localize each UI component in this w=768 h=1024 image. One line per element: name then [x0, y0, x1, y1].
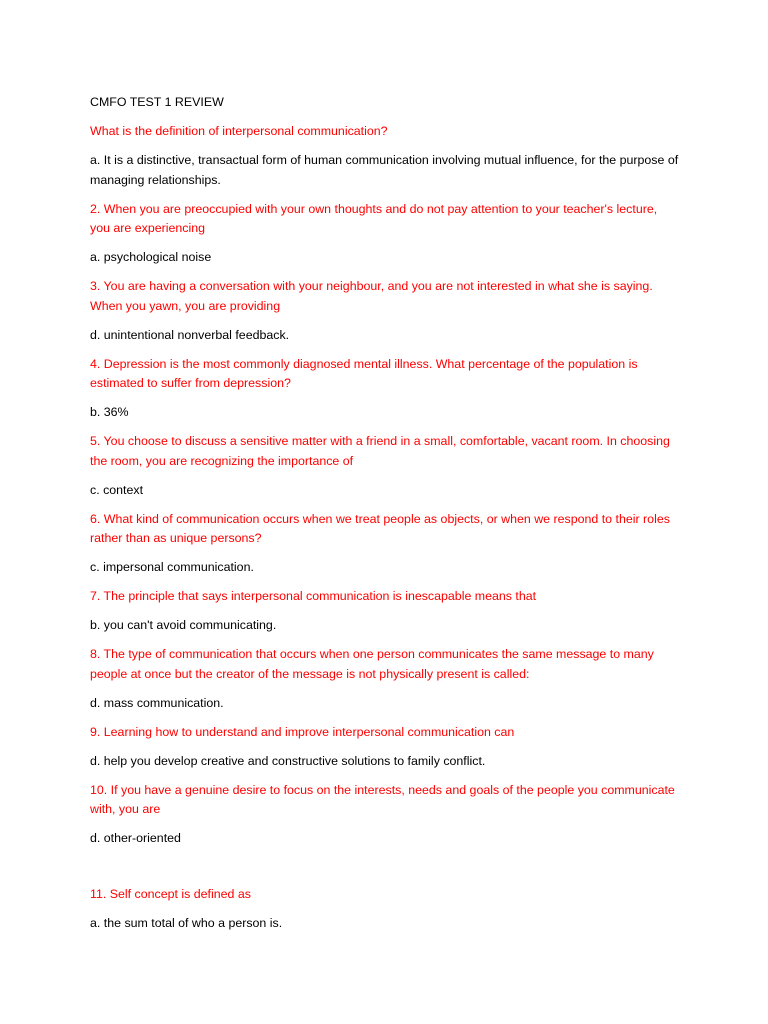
question-5: 5. You choose to discuss a sensitive matter with a friend in a small, comfortable, vacant room. In choosing the room, you are recognizing the importance of — [90, 434, 670, 468]
answer-1: a. It is a distinctive, transactual form of human communication involving mutual influence, for the purpose of managing relationships. — [90, 153, 679, 187]
question-1: What is the definition of interpersonal communication? — [90, 124, 388, 138]
question-4: 4. Depression is the most commonly diagnosed mental illness. What percentage of the population is estimated to suffer from depression? — [90, 356, 638, 390]
question-8: 8. The type of communication that occurs when one person communicates the same message to many people at once but the creator of the message is not physically present is called: — [90, 647, 654, 681]
answer-2: a. psychological noise — [90, 250, 212, 264]
answer-3: d. unintentional nonverbal feedback. — [90, 327, 290, 342]
blank-line-spacer — [90, 858, 680, 885]
answer-11: a. the sum total of who a person is. — [90, 916, 283, 930]
answer-8: d. mass communication. — [90, 695, 224, 710]
question-2: 2. When you are preoccupied with your own thoughts and do not pay attention to your teacher's lecture, you are experiencing — [90, 201, 658, 235]
page-title: CMFO TEST 1 REVIEW — [90, 95, 224, 109]
answer-4: b. 36% — [90, 405, 129, 419]
answer-5: c. context — [90, 482, 144, 497]
question-11: 11. Self concept is defined as — [90, 887, 251, 901]
question-9: 9. Learning how to understand and improve interpersonal communication can — [90, 724, 515, 739]
question-3: 3. You are having a conversation with your neighbour, and you are not interested in what she is saying. When you yawn, you are providing — [90, 279, 653, 313]
answer-9: d. help you develop creative and constructive solutions to family conflict. — [90, 753, 486, 768]
document-body — [90, 93, 680, 943]
answer-6: c. impersonal communication. — [90, 560, 254, 574]
question-10: 10. If you have a genuine desire to focus on the interests, needs and goals of the people you communicate with, you are — [90, 782, 675, 816]
answer-10: d. other-oriented — [90, 831, 181, 845]
question-6: 6. What kind of communication occurs when we treat people as objects, or when we respond to their roles rather than as unique persons? — [90, 511, 670, 545]
question-7: 7. The principle that says interpersonal communication is inescapable means that — [90, 589, 537, 603]
answer-7: b. you can't avoid communicating. — [90, 618, 277, 632]
